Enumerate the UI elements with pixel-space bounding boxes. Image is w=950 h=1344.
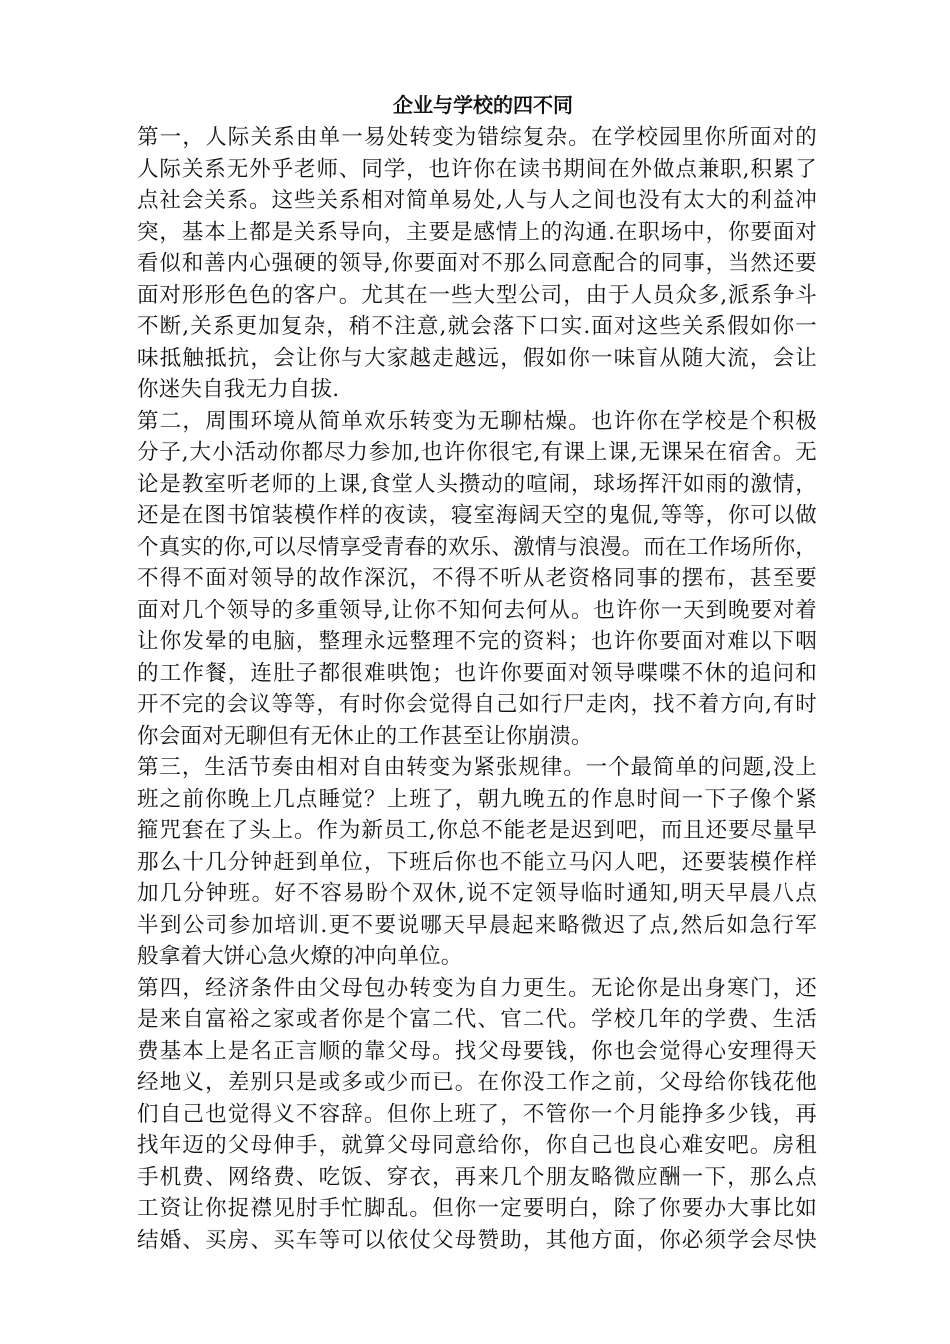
text-line: 是来自富裕之家或者你是个富二代、官二代。学校几年的学费、生活 (137, 1007, 817, 1032)
text-line: 加几分钟班。好不容易盼个双休,说不定领导临时通知,明天早晨八点 (137, 881, 817, 906)
text-line: 工资让你捉襟见肘手忙脚乱。但你一定要明白，除了你要办大事比如 (137, 1196, 817, 1221)
text-line: 人际关系无外乎老师、同学，也许你在读书期间在外做点兼职,积累了 (137, 156, 817, 182)
text-line: 第一，人际关系由单一易处转变为错综复杂。在学校园里你所面对的 (137, 125, 817, 150)
text-line: 个真实的你,可以尽情享受青春的欢乐、激情与浪漫。而在工作场所你， (137, 534, 817, 560)
text-line: 让你发晕的电脑，整理永远整理不完的资料；也许你要面对难以下咽 (137, 629, 817, 654)
text-line: 不断,关系更加复杂，稍不注意,就会落下口实.面对这些关系假如你一 (137, 314, 817, 339)
text-line: 面对几个领导的多重领导,让你不知何去何从。也许你一天到晚要对着 (137, 597, 817, 623)
document-text (137, 122, 817, 1256)
text-line: 般拿着大饼心急火燎的冲向单位。 (137, 944, 463, 969)
text-line: 第三，生活节奏由相对自由转变为紧张规律。一个最简单的问题,没上 (137, 755, 817, 780)
text-line: 结婚、买房、买车等可以依仗父母赞助，其他方面，你必须学会尽快 (137, 1227, 817, 1253)
text-line: 班之前你晚上几点睡觉？上班了，朝九晚五的作息时间一下子像个紧 (137, 786, 817, 812)
text-line: 点社会关系。这些关系相对简单易处,人与人之间也没有太大的利益冲 (137, 188, 817, 213)
text-line: 论是教室听老师的上课,食堂人头攒动的喧闹，球场挥汗如雨的激情， (137, 471, 817, 497)
text-line: 那么十几分钟赶到单位，下班后你也不能立马闪人吧，还要装模作样 (137, 849, 817, 875)
text-line: 你迷失自我无力自拔. (137, 377, 340, 402)
text-line: 突，基本上都是关系导向，主要是感情上的沟通.在职场中，你要面对 (137, 219, 817, 245)
text-line: 经地义，差别只是或多或少而已。在你没工作之前，父母给你钱花他 (137, 1070, 817, 1095)
text-line: 费基本上是名正言顺的靠父母。找父母要钱，你也会觉得心安理得天 (137, 1038, 817, 1064)
text-line: 你会面对无聊但有无休止的工作甚至让你崩溃。 (137, 723, 593, 749)
text-line: 半到公司参加培训.更不要说哪天早晨起来略微迟了点,然后如急行军 (137, 912, 817, 938)
text-line: 不得不面对领导的故作深沉，不得不听从老资格同事的摆布，甚至要 (137, 566, 817, 591)
text-line: 分子,大小活动你都尽力参加,也许你很宅,有课上课,无课呆在宿舍。无 (137, 440, 817, 465)
text-line: 的工作餐，连肚子都很难哄饱；也许你要面对领导喋喋不休的追问和 (137, 660, 817, 686)
text-line: 面对形形色色的客户。尤其在一些大型公司，由于人员众多,派系争斗 (137, 282, 817, 308)
text-line: 还是在图书馆装模作样的夜读，寝室海阔天空的鬼侃,等等，你可以做 (137, 503, 817, 528)
document-body (137, 88, 817, 1256)
document-title: 企业与学校的四不同 (393, 93, 573, 117)
text-line: 第四，经济条件由父母包办转变为自力更生。无论你是出身寒门，还 (137, 975, 817, 1001)
text-line: 第二，周围环境从简单欢乐转变为无聊枯燥。也许你在学校是个积极 (137, 408, 817, 434)
text-line: 们自己也觉得义不容辞。但你上班了，不管你一个月能挣多少钱，再 (137, 1101, 817, 1127)
text-line: 找年迈的父母伸手，就算父母同意给你，你自己也良心难安吧。房租 (137, 1133, 817, 1158)
text-line: 味抵触抵抗，会让你与大家越走越远，假如你一味盲从随大流，会让 (137, 345, 817, 371)
text-line: 手机费、网络费、吃饭、穿衣，再来几个朋友略微应酬一下，那么点 (137, 1164, 817, 1190)
text-line: 看似和善内心强硬的领导,你要面对不那么同意配合的同事，当然还要 (137, 251, 817, 276)
text-line: 箍咒套在了头上。作为新员工,你总不能老是迟到吧，而且还要尽量早 (137, 818, 817, 843)
text-line: 开不完的会议等等，有时你会觉得自己如行尸走肉，找不着方向,有时 (137, 692, 817, 717)
